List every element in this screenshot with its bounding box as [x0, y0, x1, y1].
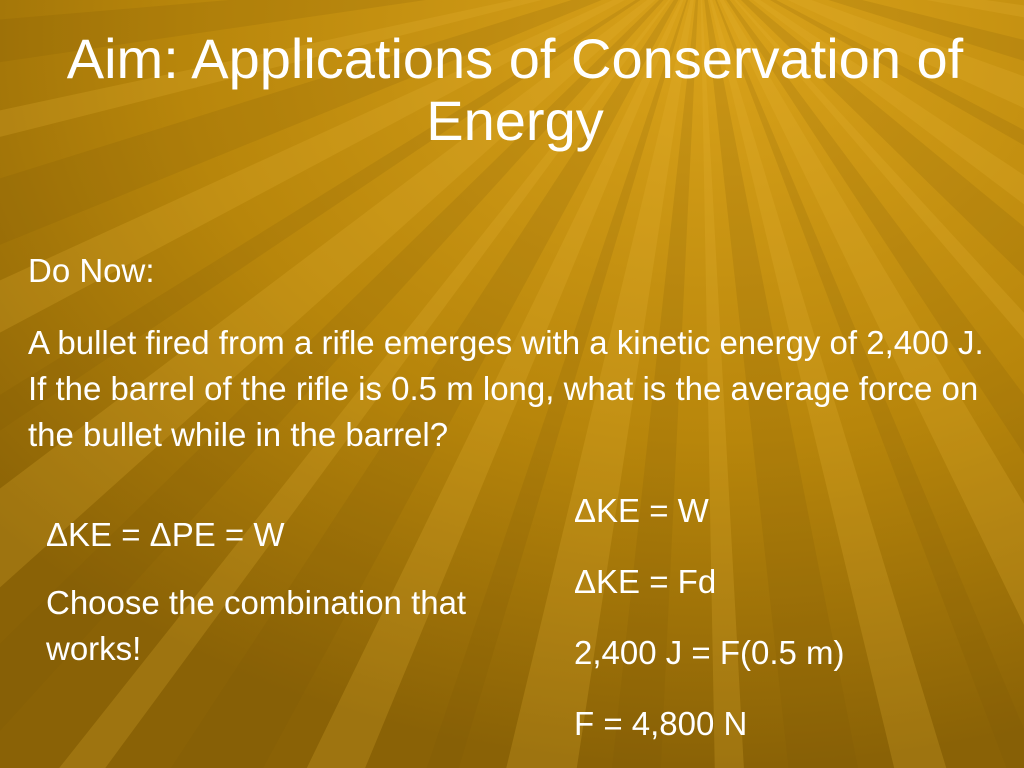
hint-text: Choose the combination that works!	[46, 584, 467, 667]
solution-step: ΔKE = W	[574, 492, 709, 529]
solution-column	[574, 488, 1014, 768]
hint-column	[46, 512, 516, 672]
energy-equation: ΔKE = ΔPE = W	[46, 516, 285, 553]
solution-step: 2,400 J = F(0.5 m)	[574, 634, 845, 671]
slide-title: Aim: Applications of Conservation of Energy	[66, 27, 964, 152]
solution-step: F = 4,800 N	[574, 705, 748, 742]
solution-step: ΔKE = Fd	[574, 563, 717, 600]
problem-statement: A bullet fired from a rifle emerges with a kinetic energy of 2,400 J. If the barrel of the rifle is 0.5 m long, what is the average force on the bullet while in the barrel?	[28, 324, 984, 453]
do-now-label: Do Now:	[28, 252, 155, 289]
